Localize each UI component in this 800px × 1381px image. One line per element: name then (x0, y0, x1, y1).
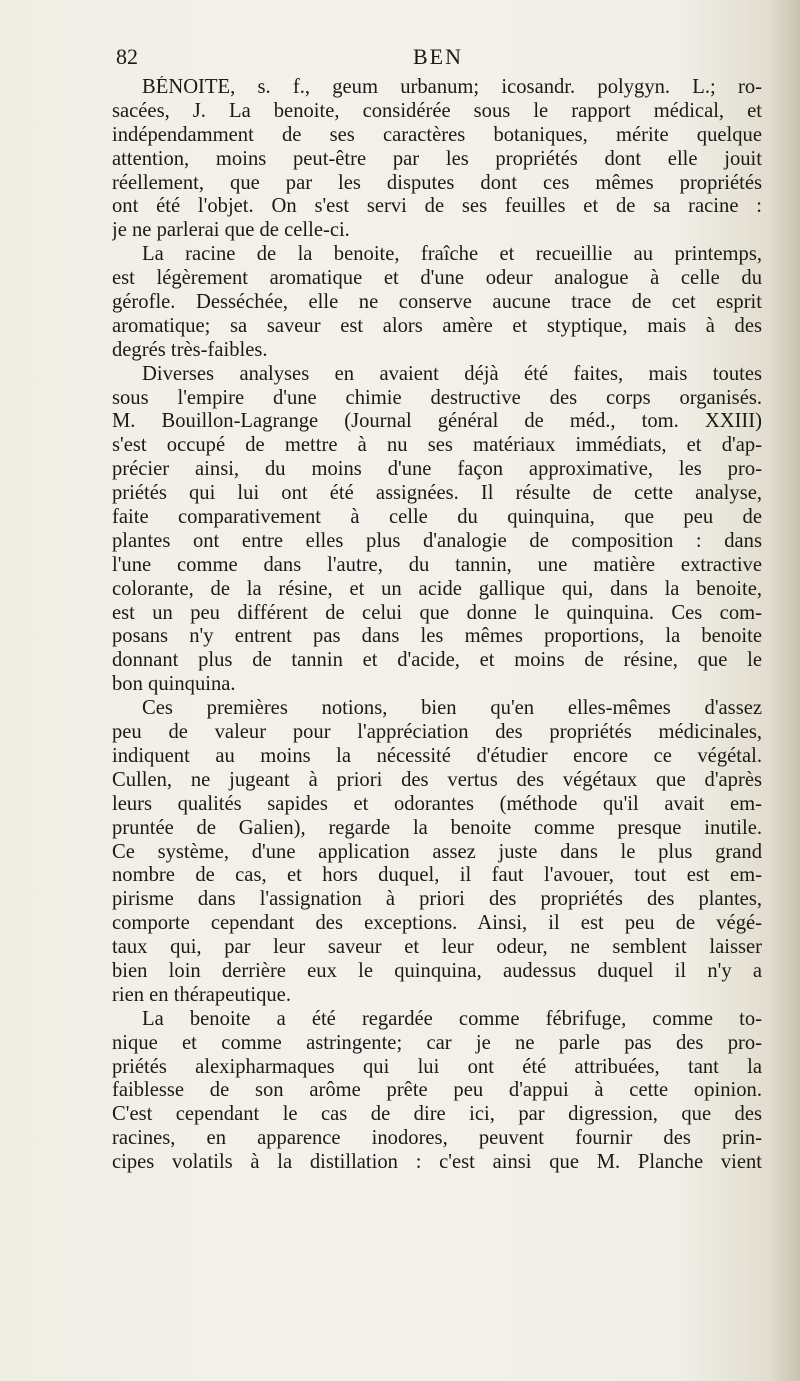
text-line: racines, en apparence inodores, peuvent fournir des prin- (112, 1127, 762, 1150)
text-line: s'est occupé de mettre à nu ses matériaux immédiats, et d'ap- (112, 434, 762, 457)
text-line: faite comparativement à celle du quinquina, que peu de (112, 506, 762, 529)
text-line: priétés qui lui ont été assignées. Il résulte de cette analyse, (112, 482, 762, 505)
running-head: BEN (413, 44, 463, 69)
text-line: Diverses analyses en avaient déjà été faites, mais toutes (142, 362, 762, 385)
text-line: taux qui, par leur saveur et leur odeur, ne semblent laisser (112, 936, 762, 959)
text-line: colorante, de la résine, et un acide gallique qui, dans la benoite, (112, 577, 762, 600)
text-line: réellement, que par les disputes dont ces mêmes propriétés (112, 171, 762, 194)
text-line: aromatique; sa saveur est alors amère et styptique, mais à des (112, 314, 762, 337)
text-line: ont été l'objet. On s'est servi de ses feuilles et de sa racine : (112, 195, 762, 218)
text-line: plantes ont entre elles plus d'analogie de composition : dans (112, 529, 762, 552)
text-line: leurs qualités sapides et odorantes (méthode qu'il avait em- (112, 792, 762, 815)
text-line: peu de valeur pour l'appréciation des propriétés médicinales, (112, 721, 762, 744)
text-line: sous l'empire d'une chimie destructive des corps organisés. (112, 386, 762, 409)
text-line: La benoite a été regardée comme fébrifuge, comme to- (142, 1007, 762, 1030)
text-line: BÉNOITE, s. f., geum urbanum; icosandr. polygyn. L.; ro- (142, 76, 762, 98)
text-line: Ce système, d'une application assez juste dans le plus grand (112, 840, 762, 863)
text-line: rien en thérapeutique. (112, 983, 291, 1006)
text-line: posans n'y entrent pas dans les mêmes proportions, la benoite (112, 625, 762, 648)
text-line: cipes volatils à la distillation : c'est ainsi que M. Planche vient (112, 1151, 762, 1174)
text-line: nique et comme astringente; car je ne parle pas des pro- (112, 1031, 762, 1054)
text-line: donnant plus de tannin et d'acide, et moins de résine, que le (112, 649, 762, 672)
text-line: comporte cependant des exceptions. Ainsi, il est peu de végé- (112, 912, 762, 935)
text-line: gérofle. Desséchée, elle ne conserve aucune trace de cet esprit (112, 291, 762, 314)
text-line: priétés alexipharmaques qui lui ont été attribuées, tant la (112, 1055, 762, 1078)
page-number: 82 (116, 44, 138, 69)
text-line: M. Bouillon-Lagrange (Journal général de méd., tom. XXIII) (112, 410, 762, 433)
text-line: attention, moins peut-être par les propriétés dont elle jouit (112, 147, 762, 170)
page-header (116, 44, 760, 78)
text-line: bon quinquina. (112, 673, 236, 696)
text-line: Ces premières notions, bien qu'en elles-mêmes d'assez (142, 697, 762, 720)
text-line: précier ainsi, du moins d'une façon approximative, les pro- (112, 458, 762, 481)
text-line: bien loin derrière eux le quinquina, audessus duquel il n'y a (112, 959, 762, 982)
text-line: indépendamment de ses caractères botaniques, mérite quelque (112, 123, 762, 146)
text-line: sacées, J. La benoite, considérée sous le rapport médical, et (112, 99, 762, 122)
text-line: indiquent au moins la nécessité d'étudier encore ce végétal. (112, 744, 762, 767)
text-line: l'une comme dans l'autre, du tannin, une matière extractive (112, 553, 762, 576)
body-text (112, 76, 762, 1175)
text-line: est légèrement aromatique et d'une odeur analogue à celle du (112, 267, 762, 290)
text-line: est un peu différent de celui que donne le quinquina. Ces com- (112, 601, 762, 624)
text-line: La racine de la benoite, fraîche et recueillie au printemps, (142, 243, 762, 266)
text-line: nombre de cas, et hors duquel, il faut l'avouer, tout est em- (112, 864, 762, 887)
text-line: pirisme dans l'assignation à priori des propriétés des plantes, (112, 888, 762, 911)
text-line: faiblesse de son arôme prête peu d'appui à cette opinion. (112, 1079, 762, 1102)
text-line: pruntée de Galien), regarde la benoite comme presque inutile. (112, 816, 762, 839)
text-line: Cullen, ne jugeant à priori des vertus des végétaux que d'après (112, 768, 762, 791)
text-line: je ne parlerai que de celle-ci. (112, 219, 350, 242)
text-line: degrés très-faibles. (112, 338, 268, 361)
text-line: C'est cependant le cas de dire ici, par digression, que des (112, 1103, 762, 1126)
